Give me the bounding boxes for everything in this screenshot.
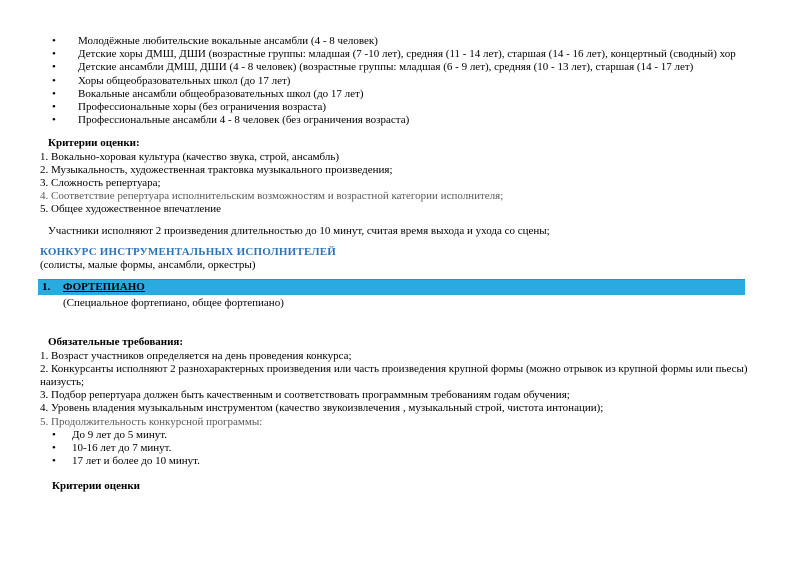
criteria-item: 4. Соответствие репертуара исполнительским возможностям и возрастной категории исполнителя; <box>40 190 504 203</box>
list-item: • Молодёжные любительские вокальные ансамбли (4 - 8 человек) <box>40 35 792 48</box>
performance-note: Участники исполняют 2 произведения длительностью до 10 минут, считая время выхода и ухода со сцены; <box>48 224 550 237</box>
list-item: • Детские хоры ДМШ, ДШИ (возрастные группы: младшая (7 -10 лет), средняя (11 - 14 лет), старшая (14 - 16 лет), концертный (сводный) хор <box>40 48 792 61</box>
instrumental-section-title: КОНКУРС ИНСТРУМЕНТАЛЬНЫХ ИСПОЛНИТЕЛЕЙ <box>40 245 337 258</box>
list-item: • Хоры общеобразовательных школ (до 17 лет) <box>40 75 792 88</box>
list-item: • Профессиональные хоры (без ограничения возраста) <box>40 101 792 114</box>
requirement-item: 2. Конкурсанты исполняют 2 разнохарактерных произведения или часть произведения крупной формы (можно отрывок из крупной формы или пьесы) наизусть; <box>40 362 748 389</box>
requirement-item: 3. Подбор репертуара должен быть качественным и соответствовать программным требованиям годам обучения; <box>40 389 570 402</box>
requirement-item: 1. Возраст участников определяется на день проведения конкурса; <box>40 349 352 362</box>
requirement-item: 4. Уровень владения музыкальным инструментом (качество звукоизвлечения , музыкальный строй, чистота интонации); <box>40 402 604 415</box>
criteria-item: 2. Музыкальность, художественная трактовка музыкального произведения; <box>40 163 393 176</box>
instrumental-section-subtitle: (солисты, малые формы, ансамбли, оркестры) <box>40 259 256 272</box>
criteria-item: 1. Вокально-хоровая культура (качество звука, строй, ансамбль) <box>40 150 340 163</box>
criteria-heading: Критерии оценки: <box>48 137 140 150</box>
duration-rules-list <box>40 429 792 469</box>
list-item: • До 9 лет до 5 минут. <box>40 429 792 442</box>
requirements-heading: Обязательные требования: <box>48 336 184 349</box>
requirement-item: 5. Продолжительность конкурсной программы: <box>40 415 263 428</box>
criteria-item: 3. Сложность репертуара; <box>40 177 161 190</box>
piano-section-header <box>38 279 745 295</box>
list-item: • 17 лет и более до 10 минут. <box>40 455 792 468</box>
vocal-categories-list <box>40 35 792 127</box>
list-item: • Профессиональные ансамбли 4 - 8 человек (без ограничения возраста) <box>40 114 792 127</box>
piano-section-title: ФОРТЕПИАНО <box>63 281 145 294</box>
list-item: • 10-16 лет до 7 минут. <box>40 442 792 455</box>
criteria-item: 5. Общее художественное впечатление <box>40 203 221 216</box>
piano-section-subtitle: (Специальное фортепиано, общее фортепиано) <box>63 297 284 310</box>
list-item: • Детские ансамбли ДМШ, ДШИ (4 - 8 человек) (возрастные группы: младшая (6 - 9 лет), средняя (10 - 13 лет), старшая (14 - 17 лет) <box>40 61 792 74</box>
list-item: • Вокальные ансамбли общеобразовательных школ (до 17 лет) <box>40 88 792 101</box>
piano-criteria-heading: Критерии оценки <box>52 480 140 493</box>
piano-section-number: 1. <box>42 281 51 294</box>
